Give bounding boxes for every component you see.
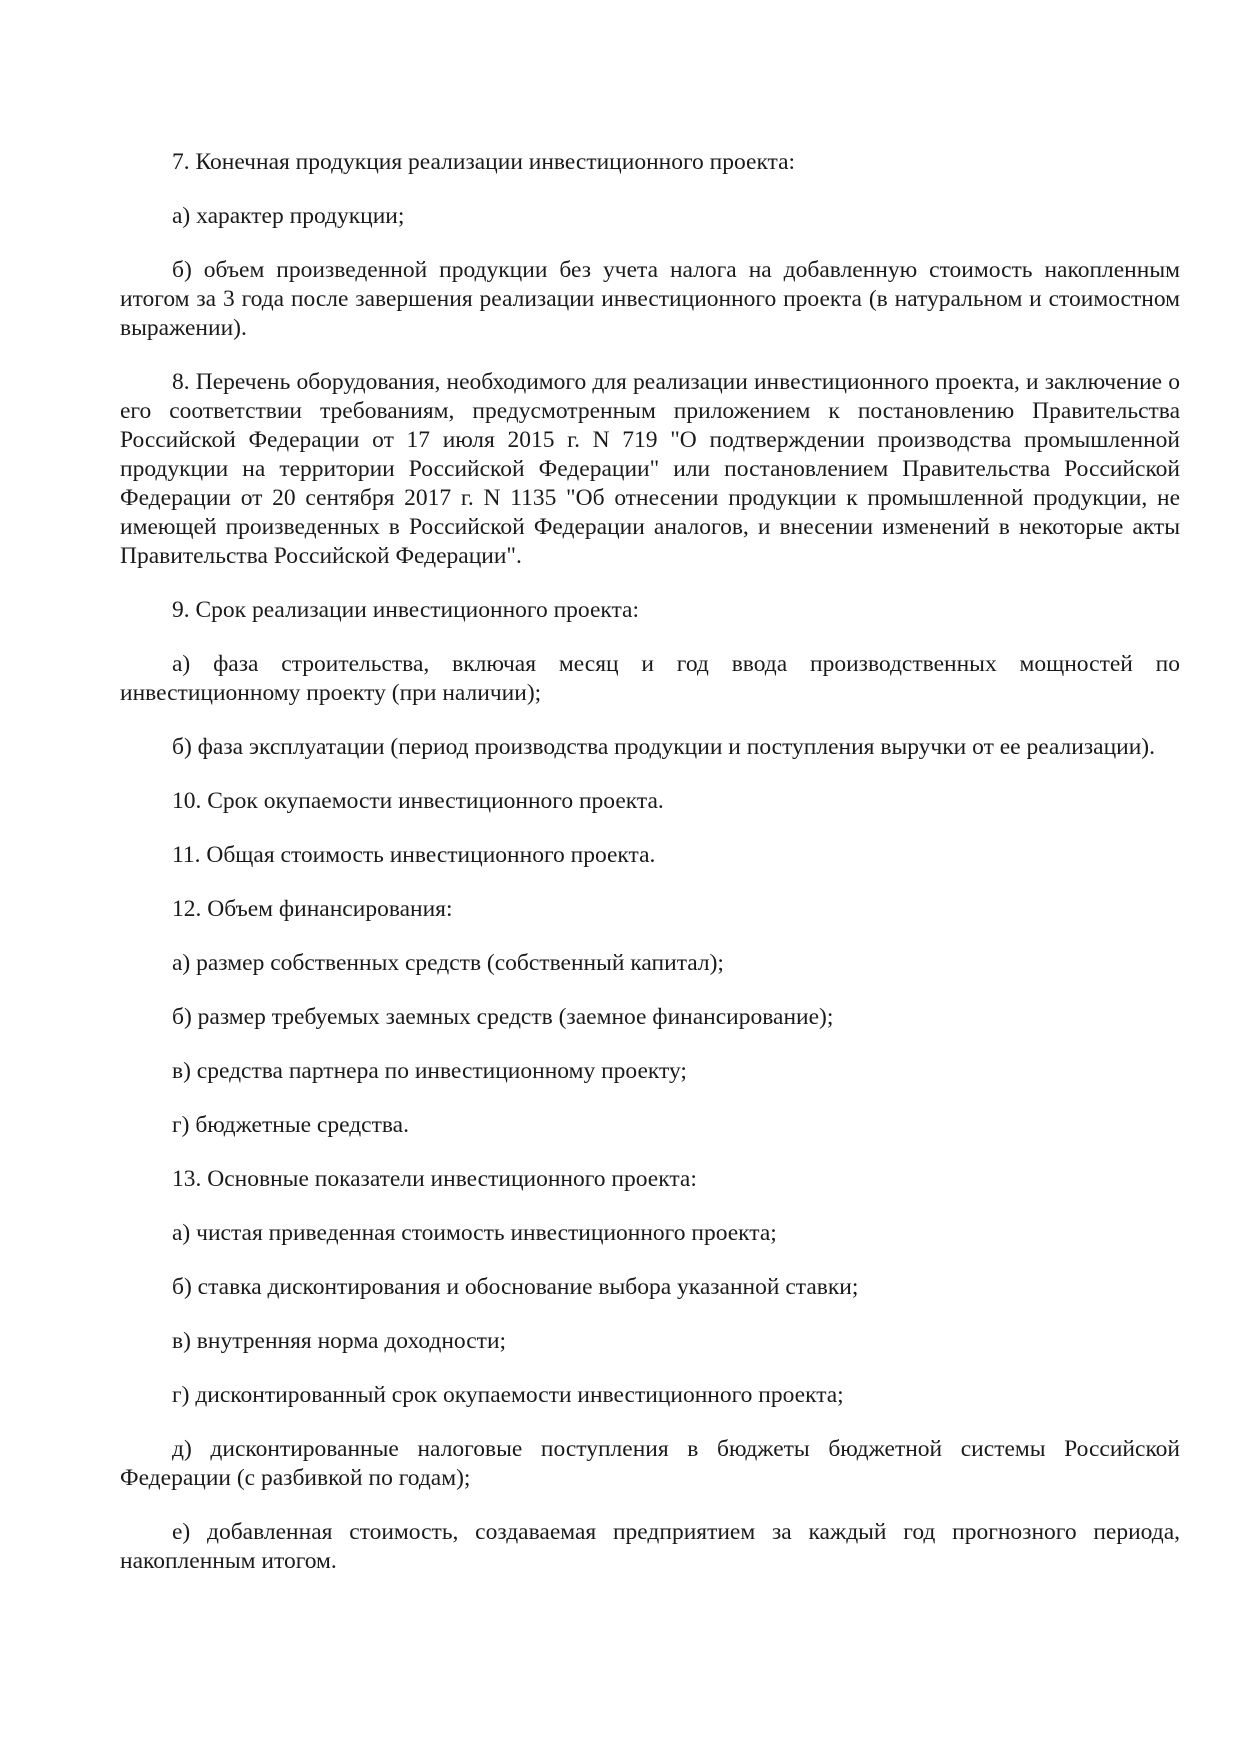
section-12-item-a: а) размер собственных средств (собственный капитал); bbox=[172, 950, 724, 976]
section-9-heading: 9. Срок реализации инвестиционного проекта: bbox=[172, 597, 639, 623]
section-11-paragraph: 11. Общая стоимость инвестиционного проекта. bbox=[172, 842, 656, 868]
section-13-item-b: б) ставка дисконтирования и обоснование выбора указанной ставки; bbox=[172, 1274, 859, 1300]
section-12-heading: 12. Объем финансирования: bbox=[172, 896, 453, 922]
section-12-item-b: б) размер требуемых заемных средств (заемное финансирование); bbox=[172, 1004, 834, 1030]
section-7-heading: 7. Конечная продукция реализации инвестиционного проекта: bbox=[172, 149, 796, 175]
section-12-item-v: в) средства партнера по инвестиционному проекту; bbox=[172, 1058, 687, 1084]
section-13-heading: 13. Основные показатели инвестиционного проекта: bbox=[172, 1166, 697, 1192]
section-9-item-b: б) фаза эксплуатации (период производства продукции и поступления выручки от ее реализации). bbox=[172, 734, 1155, 760]
section-10-paragraph: 10. Срок окупаемости инвестиционного проекта. bbox=[172, 788, 664, 814]
section-8-paragraph: 8. Перечень оборудования, необходимого для реализации инвестиционного проекта, и заключение о его соответствии требованиям, предусмотренным приложением к постановлению Правительства Российской Федерации от 17 июля 2015 г. N 719 "О подтверждении производства промышленной продукции на территории Российской Федерации" или постановлением Правительства Российской Федерации от 20 сентября 2017 г. N 1135 "Об отнесении продукции к промышленной продукции, не имеющей произведенных в Российской Федерации аналогов, и внесении изменений в некоторые акты Правительства Российской Федерации". bbox=[120, 369, 1180, 569]
section-13-item-a: а) чистая приведенная стоимость инвестиционного проекта; bbox=[172, 1220, 777, 1246]
section-13-item-d: д) дисконтированные налоговые поступления в бюджеты бюджетной системы Российской Федерации (с разбивкой по годам); bbox=[120, 1436, 1180, 1491]
section-12-item-g: г) бюджетные средства. bbox=[172, 1112, 409, 1138]
section-13-item-v: в) внутренняя норма доходности; bbox=[172, 1328, 507, 1354]
section-13-item-g: г) дисконтированный срок окупаемости инвестиционного проекта; bbox=[172, 1382, 844, 1408]
section-7-item-a: а) характер продукции; bbox=[172, 203, 405, 229]
section-9-item-a: а) фаза строительства, включая месяц и год ввода производственных мощностей по инвестиционному проекту (при наличии); bbox=[120, 651, 1180, 706]
section-7-item-b: б) объем произведенной продукции без учета налога на добавленную стоимость накопленным итогом за 3 года после завершения реализации инвестиционного проекта (в натуральном и стоимостном выражении). bbox=[120, 257, 1180, 341]
document-body bbox=[120, 148, 1180, 1576]
section-13-item-e: е) добавленная стоимость, создаваемая предприятием за каждый год прогнозного периода, накопленным итогом. bbox=[120, 1519, 1180, 1574]
